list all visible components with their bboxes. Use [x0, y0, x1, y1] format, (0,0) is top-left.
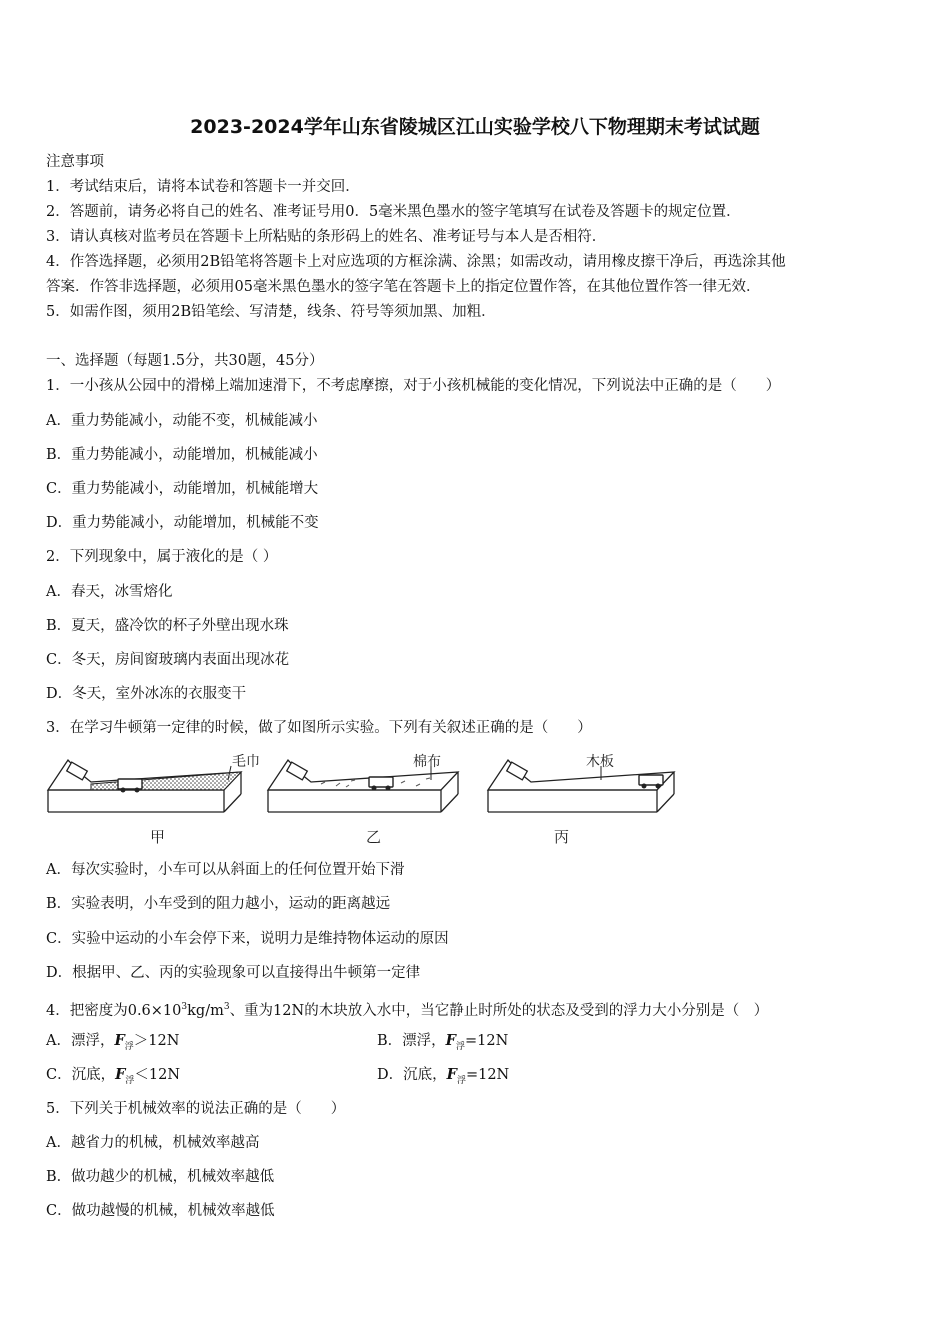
q1-option-b: B．重力势能减小，动能增加，机械能减小: [46, 447, 318, 463]
question-1-stem: 1．一小孩从公园中的滑梯上端加速滑下，不考虑摩擦，对于小孩机械能的变化情况，下列说法中正确的是（ ）: [46, 378, 781, 394]
q4-option-letter: A．漂浮，: [46, 1033, 115, 1049]
q4-force-subscript: 浮: [456, 1075, 466, 1086]
q4-force-symbol: F: [114, 1032, 125, 1049]
notice-item: 3．请认真核对监考员在答题卡上所粘贴的条形码上的姓名、准考证号与本人是否相符．: [46, 229, 607, 245]
notice-item: 5．如需作图，须用2B铅笔绘、写清楚，线条、符号等须加黑、加粗．: [46, 304, 496, 320]
page-title: 2023-2024学年山东省陵城区江山实验学校八下物理期末考试试题: [190, 116, 760, 138]
notice-item: 4．作答选择题，必须用2B铅笔将答题卡上对应选项的方框涂满、涂黑；如需改动，请用橡皮擦干净后，再选涂其他: [46, 254, 786, 270]
q4-force-subscript: 浮: [124, 1041, 134, 1052]
figure-label-bing: 丙: [554, 828, 570, 846]
q4-option-value: ＜12N: [134, 1067, 181, 1083]
q2-option-d: D．冬天，室外冰冻的衣服变干: [46, 686, 247, 702]
q1-option-c: C．重力势能减小，动能增加，机械能增大: [46, 481, 319, 497]
figure-label-jia: 甲: [150, 828, 166, 846]
question-5-stem: 5．下列关于机械效率的说法正确的是（ ）: [46, 1101, 346, 1117]
q4-option-c: [46, 1065, 180, 1091]
q1-option-d: D．重力势能减小，动能增加，机械能不变: [46, 515, 319, 531]
q1-option-a: A．重力势能减小，动能不变，机械能减小: [46, 413, 318, 429]
q5-option-a: A．越省力的机械，机械效率越高: [46, 1135, 260, 1151]
surface-label-towel: 毛巾: [232, 754, 260, 770]
q4-option-b: [377, 1031, 508, 1057]
q4-option-letter: C．沉底，: [46, 1067, 116, 1083]
notice-item: 2．答题前，请务必将自己的姓名、准考证号用0．5毫米黑色墨水的签字笔填写在试卷及答题卡的规定位置．: [46, 204, 741, 220]
notice-item: 答案．作答非选择题，必须用05毫米黑色墨水的签字笔在答题卡上的指定位置作答，在其他位置作答一律无效．: [46, 279, 761, 295]
setup-bing: [488, 760, 674, 812]
q4-force-symbol: F: [446, 1066, 457, 1083]
q2-option-c: C．冬天，房间窗玻璃内表面出现冰花: [46, 652, 290, 668]
q4-option-value: =12N: [464, 1033, 509, 1049]
q4-force-subscript: 浮: [455, 1041, 465, 1052]
q5-option-c: C．做功越慢的机械，机械效率越低: [46, 1203, 275, 1219]
q4-option-value: =12N: [465, 1067, 510, 1083]
q3-experiment-figure: [46, 750, 686, 850]
section-heading: 一、选择题（每题1.5分，共30题，45分）: [46, 353, 324, 369]
q4-stem-pre: 4．把密度为0.6×10: [46, 1002, 182, 1019]
q2-option-a: A．春天，冰雪熔化: [46, 584, 173, 600]
q3-option-b: B．实验表明，小车受到的阻力越小，运动的距离越远: [46, 896, 391, 912]
figure-label-yi: 乙: [366, 828, 382, 846]
setup-jia: [48, 760, 241, 812]
q4-sup-1: 3: [181, 1002, 188, 1012]
q4-option-letter: D．沉底，: [377, 1067, 447, 1083]
q2-option-b: B．夏天，盛冷饮的杯子外壁出现水珠: [46, 618, 289, 634]
question-4-stem: [46, 997, 768, 1021]
q3-option-d: D．根据甲、乙、丙的实验现象可以直接得出牛顿第一定律: [46, 965, 421, 981]
surface-label-wood: 木板: [586, 754, 614, 770]
q4-stem-mid: kg/m: [187, 1002, 224, 1019]
q4-force-symbol: F: [115, 1066, 126, 1083]
q5-option-b: B．做功越少的机械，机械效率越低: [46, 1169, 275, 1185]
surface-label-cotton: 棉布: [413, 754, 441, 770]
q4-option-a: [46, 1031, 179, 1057]
q4-force-symbol: F: [445, 1032, 456, 1049]
q3-option-c: C．实验中运动的小车会停下来，说明力是维持物体运动的原因: [46, 931, 449, 947]
q3-option-a: A．每次实验时，小车可以从斜面上的任何位置开始下滑: [46, 862, 405, 878]
notice-item: 1．考试结束后，请将本试卷和答题卡一并交回．: [46, 179, 360, 195]
q4-option-d: [377, 1065, 509, 1091]
q4-force-subscript: 浮: [125, 1075, 135, 1086]
q4-option-letter: B．漂浮，: [377, 1033, 446, 1049]
notice-heading: 注意事项: [46, 154, 104, 170]
q4-stem-post: 、重为12N的木块放入水中，当它静止时所处的状态及受到的浮力大小分别是（ ）: [229, 1002, 769, 1019]
q4-sup-2: 3: [223, 1002, 230, 1012]
question-2-stem: 2．下列现象中，属于液化的是（ ）: [46, 549, 278, 565]
q4-option-value: ＞12N: [133, 1033, 180, 1049]
question-3-stem: 3．在学习牛顿第一定律的时候，做了如图所示实验。下列有关叙述正确的是（ ）: [46, 720, 592, 736]
